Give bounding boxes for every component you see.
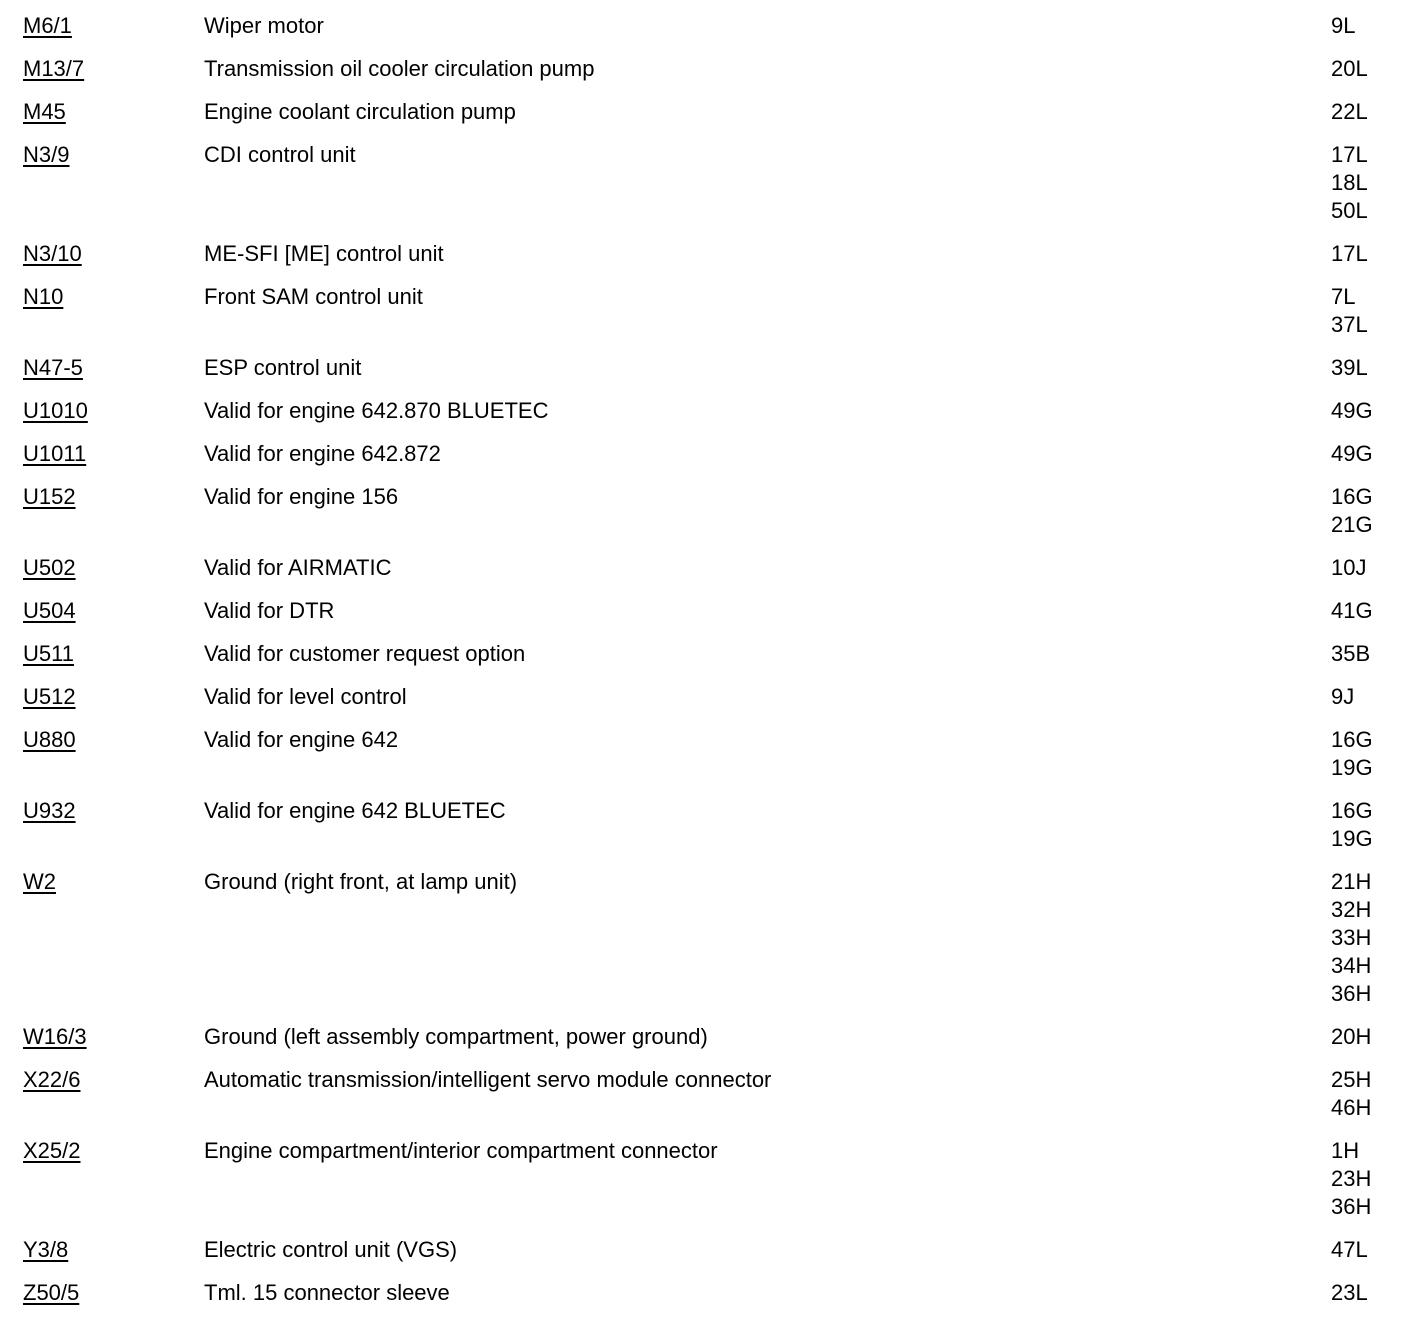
- component-description: Valid for DTR: [204, 598, 335, 623]
- component-code-link[interactable]: X22/6: [23, 1067, 81, 1092]
- grid-reference: 37L: [1331, 312, 1368, 337]
- component-description: Valid for customer request option: [204, 641, 526, 666]
- grid-references: [1331, 640, 1370, 668]
- component-description: Front SAM control unit: [204, 284, 423, 309]
- legend-row: [0, 597, 1408, 625]
- grid-reference: 49G: [1331, 441, 1373, 466]
- grid-references: [1331, 797, 1373, 853]
- component-code-link[interactable]: W16/3: [23, 1024, 87, 1049]
- grid-references: [1331, 1236, 1368, 1264]
- legend-row: [0, 55, 1408, 83]
- grid-reference: 39L: [1331, 355, 1368, 380]
- legend-row: [0, 683, 1408, 711]
- grid-references: [1331, 597, 1373, 625]
- grid-references: [1331, 1066, 1371, 1122]
- grid-reference: 36H: [1331, 981, 1372, 1006]
- grid-reference: 46H: [1331, 1095, 1372, 1120]
- grid-references: [1331, 98, 1368, 126]
- grid-reference: 33H: [1331, 925, 1372, 950]
- component-description: Engine compartment/interior compartment connector: [204, 1138, 718, 1163]
- grid-reference: 9L: [1331, 13, 1356, 38]
- grid-reference: 20L: [1331, 56, 1368, 81]
- component-code-link[interactable]: N3/10: [23, 241, 82, 266]
- component-description: Valid for engine 642.872: [204, 441, 441, 466]
- grid-references: [1331, 240, 1368, 268]
- grid-reference: 34H: [1331, 953, 1372, 978]
- component-description: Transmission oil cooler circulation pump: [204, 56, 595, 81]
- component-code-link[interactable]: U880: [23, 727, 76, 752]
- component-code-link[interactable]: U504: [23, 598, 76, 623]
- grid-references: [1331, 397, 1373, 425]
- component-description: Tml. 15 connector sleeve: [204, 1280, 450, 1305]
- grid-reference: 18L: [1331, 170, 1368, 195]
- grid-reference: 17L: [1331, 142, 1368, 167]
- component-description: Ground (left assembly compartment, power ground): [204, 1024, 708, 1049]
- grid-references: [1331, 868, 1371, 1008]
- component-description: Electric control unit (VGS): [204, 1237, 458, 1262]
- grid-reference: 49G: [1331, 398, 1373, 423]
- grid-reference: 9J: [1331, 684, 1355, 709]
- grid-reference: 7L: [1331, 284, 1356, 309]
- component-description: Valid for engine 642.870 BLUETEC: [204, 398, 549, 423]
- component-description: Automatic transmission/intelligent servo module connector: [204, 1067, 772, 1092]
- grid-references: [1331, 55, 1368, 83]
- grid-reference: 10J: [1331, 555, 1367, 580]
- legend-row: [0, 1279, 1408, 1307]
- grid-reference: 17L: [1331, 241, 1368, 266]
- grid-reference: 21G: [1331, 512, 1373, 537]
- legend-row: [0, 354, 1408, 382]
- component-code-link[interactable]: Y3/8: [23, 1237, 69, 1262]
- grid-references: [1331, 141, 1368, 225]
- legend-row: [0, 1066, 1408, 1122]
- grid-reference: 16G: [1331, 484, 1373, 509]
- legend-row: [0, 868, 1408, 1008]
- legend-row: [0, 726, 1408, 782]
- grid-references: [1331, 283, 1368, 339]
- grid-references: [1331, 726, 1373, 782]
- legend-row: [0, 554, 1408, 582]
- grid-references: [1331, 554, 1366, 582]
- component-code-link[interactable]: X25/2: [23, 1138, 81, 1163]
- grid-reference: 50L: [1331, 198, 1368, 223]
- grid-reference: 23H: [1331, 1166, 1372, 1191]
- grid-reference: 21H: [1331, 869, 1372, 894]
- component-code-link[interactable]: M13/7: [23, 56, 85, 81]
- grid-references: [1331, 1023, 1371, 1051]
- component-description: Valid for engine 156: [204, 484, 399, 509]
- component-code-link[interactable]: N3/9: [23, 142, 70, 167]
- grid-references: [1331, 1137, 1371, 1221]
- component-description: Valid for level control: [204, 684, 407, 709]
- component-code-link[interactable]: M6/1: [23, 13, 72, 38]
- component-code-link[interactable]: Z50/5: [23, 1280, 80, 1305]
- grid-reference: 35B: [1331, 641, 1371, 666]
- legend-row: [0, 483, 1408, 539]
- grid-reference: 25H: [1331, 1067, 1372, 1092]
- component-description: ME-SFI [ME] control unit: [204, 241, 444, 266]
- grid-reference: 36H: [1331, 1194, 1372, 1219]
- legend-row: [0, 797, 1408, 853]
- grid-reference: 19G: [1331, 755, 1373, 780]
- legend-row: [0, 12, 1408, 40]
- legend-row: [0, 1137, 1408, 1221]
- component-description: Ground (right front, at lamp unit): [204, 869, 518, 894]
- component-description: CDI control unit: [204, 142, 356, 167]
- component-code-link[interactable]: U1011: [23, 441, 87, 466]
- component-code-link[interactable]: U512: [23, 684, 76, 709]
- grid-reference: 20H: [1331, 1024, 1372, 1049]
- legend-row: [0, 240, 1408, 268]
- component-description: Wiper motor: [204, 13, 324, 38]
- grid-reference: 23L: [1331, 1280, 1368, 1305]
- component-code-link[interactable]: U511: [23, 641, 74, 666]
- component-code-link[interactable]: U932: [23, 798, 76, 823]
- grid-references: [1331, 683, 1354, 711]
- component-code-link[interactable]: U502: [23, 555, 76, 580]
- legend-row: [0, 141, 1408, 225]
- component-code-link[interactable]: N10: [23, 284, 64, 309]
- component-description: ESP control unit: [204, 355, 362, 380]
- component-code-link[interactable]: W2: [23, 869, 56, 894]
- grid-reference: 47L: [1331, 1237, 1368, 1262]
- component-code-link[interactable]: N47-5: [23, 355, 83, 380]
- component-description: Valid for AIRMATIC: [204, 555, 392, 580]
- legend-row: [0, 1236, 1408, 1264]
- component-description: Valid for engine 642: [204, 727, 399, 752]
- grid-reference: 41G: [1331, 598, 1373, 623]
- component-description: Engine coolant circulation pump: [204, 99, 516, 124]
- grid-references: [1331, 1279, 1368, 1307]
- component-code-link[interactable]: U1010: [23, 398, 88, 423]
- legend-row: [0, 98, 1408, 126]
- legend-row: [0, 640, 1408, 668]
- grid-reference: 19G: [1331, 826, 1373, 851]
- grid-reference: 16G: [1331, 727, 1373, 752]
- grid-references: [1331, 483, 1373, 539]
- component-code-link[interactable]: U152: [23, 484, 76, 509]
- grid-reference: 22L: [1331, 99, 1368, 124]
- grid-references: [1331, 354, 1368, 382]
- legend-row: [0, 440, 1408, 468]
- grid-references: [1331, 12, 1355, 40]
- component-code-link[interactable]: M45: [23, 99, 66, 124]
- component-description: Valid for engine 642 BLUETEC: [204, 798, 506, 823]
- legend-row: [0, 1023, 1408, 1051]
- grid-references: [1331, 440, 1373, 468]
- grid-reference: 1H: [1331, 1138, 1360, 1163]
- grid-reference: 32H: [1331, 897, 1372, 922]
- grid-reference: 16G: [1331, 798, 1373, 823]
- legend-row: [0, 283, 1408, 339]
- legend-row: [0, 397, 1408, 425]
